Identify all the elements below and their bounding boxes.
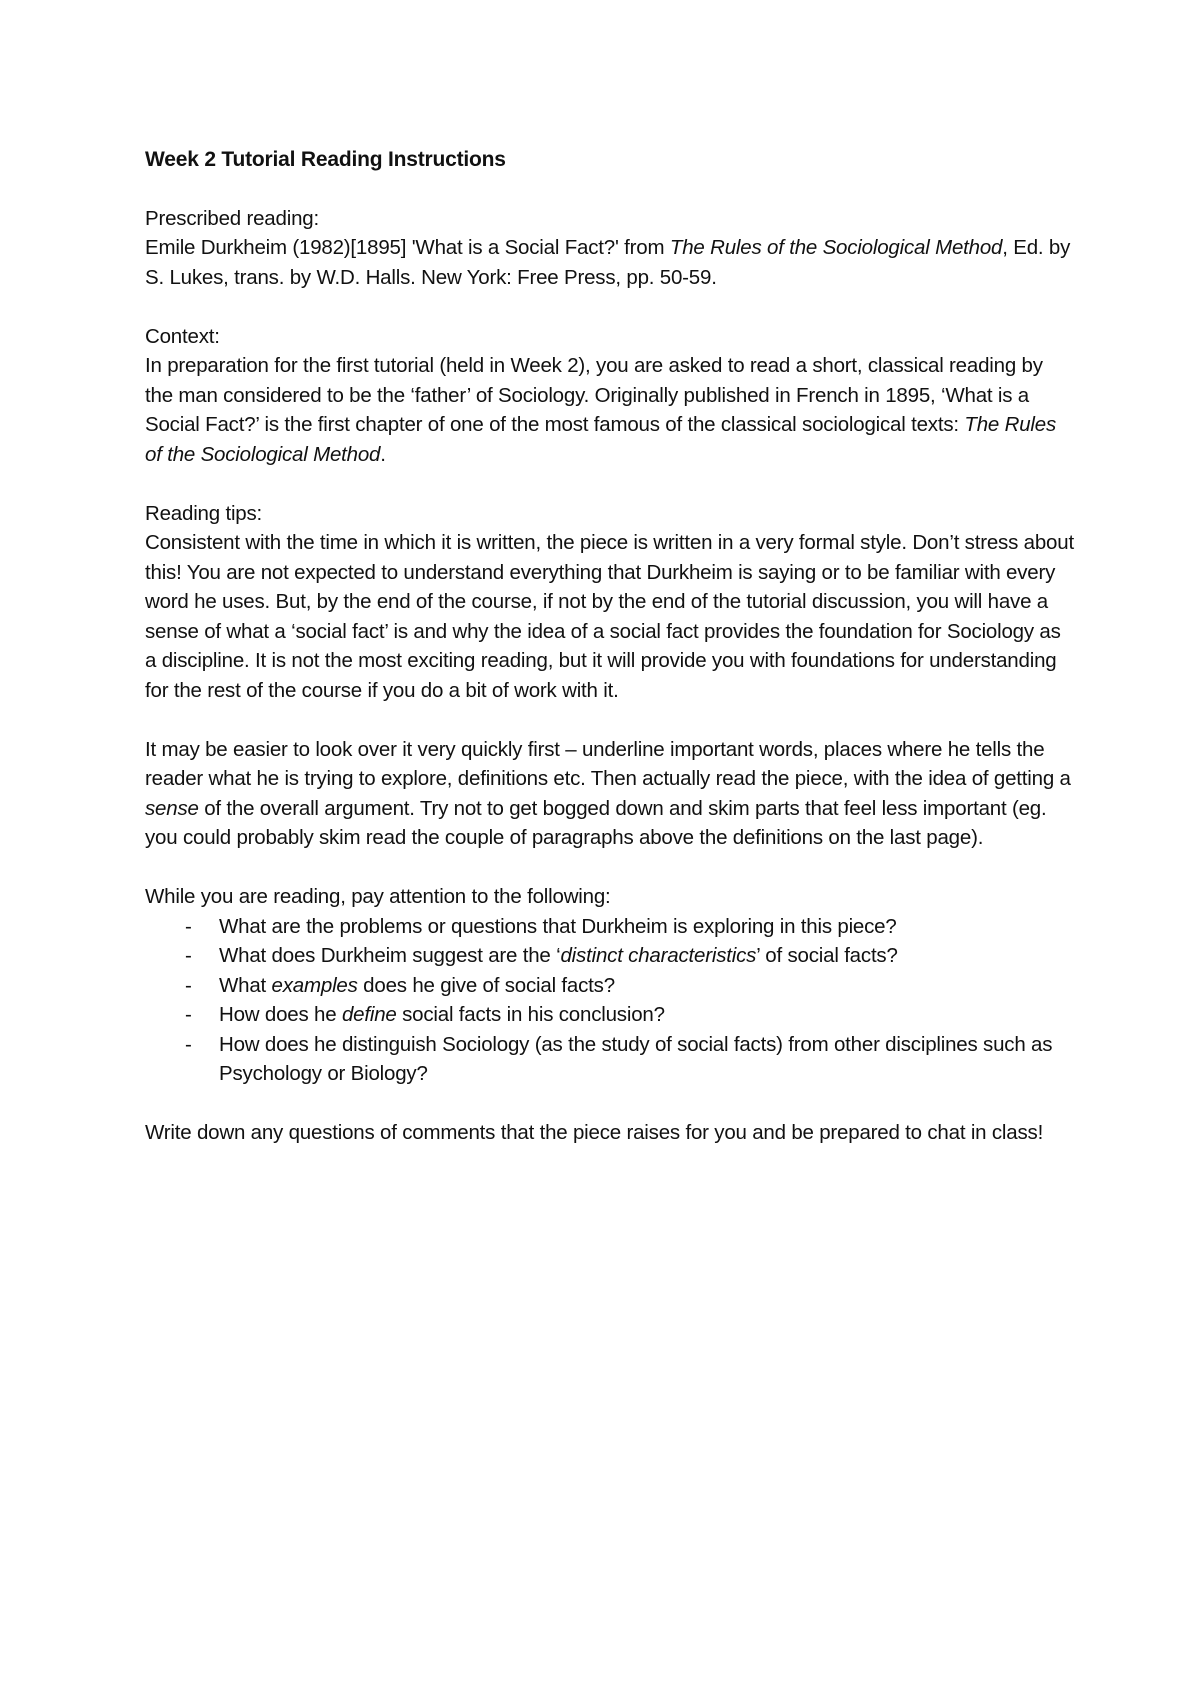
reading-tips-section: [145, 499, 1075, 706]
question-emphasis: define: [341, 1003, 397, 1026]
closing-paragraph: Write down any questions of comments that the piece raises for you and be prepared to chat in class!: [145, 1121, 1044, 1144]
tips-text: It may be easier to look over it very quickly first – underline important words, places where he tells the reader what he is trying to explore, definitions etc. Then actually read the piece, with the idea of getting a: [145, 737, 1071, 790]
question-text: What: [219, 973, 272, 997]
list-item: [145, 1000, 1075, 1030]
context-paragraph: [145, 351, 1075, 469]
prescribed-reading-section: [145, 204, 1075, 293]
question-emphasis: distinct characteristics: [560, 944, 757, 967]
list-item: [145, 1030, 1075, 1089]
reading-tips-label: Reading tips:: [145, 501, 263, 525]
context-text-end: .: [380, 442, 386, 466]
tips-text-end: of the overall argument. Try not to get bogged down and skim parts that feel less important (eg. you could probably skim read the couple of paragraphs above the definitions on the last page).: [145, 796, 1047, 849]
citation-text: Emile Durkheim (1982)[1895] 'What is a Social Fact?' from: [145, 236, 670, 259]
context-section: [145, 322, 1075, 470]
dash-bullet: -: [185, 944, 192, 967]
question-emphasis: examples: [271, 973, 358, 997]
dash-bullet: -: [185, 914, 192, 938]
attention-intro: While you are reading, pay attention to the following:: [145, 885, 611, 908]
question-text-end: social facts in his conclusion?: [396, 1003, 665, 1026]
context-text: In preparation for the first tutorial (held in Week 2), you are asked to read a short, classical reading by the man considered to be the ‘father’ of Sociology. Originally published in French in 1895, ‘What is a Social Fact?’ is the first chapter of one of the most famous of the classical sociological texts:: [145, 354, 1043, 436]
prescribed-reading-label: Prescribed reading:: [145, 206, 319, 230]
list-item: [145, 912, 1075, 942]
citation-book-title: The Rules of the Sociological Method: [669, 236, 1003, 259]
citation: [145, 233, 1075, 292]
context-label: Context:: [145, 324, 220, 348]
context-book-title: The Rules of the Sociological Method: [145, 413, 1057, 466]
question-text: How does he: [219, 1003, 342, 1026]
question-text: What does Durkheim suggest are the ‘: [219, 944, 561, 967]
reading-tips-paragraph-2: [145, 735, 1075, 853]
question-list: [145, 912, 1075, 1089]
reading-tips-paragraph-1: Consistent with the time in which it is written, the piece is written in a very formal style. Don’t stress about this! You are not expected to understand everything that Durkheim is saying or to be familiar with every word he uses. But, by the end of the course, if not by the end of the tutorial discussion, you will have a sense of what a ‘social fact’ is and why the idea of a social fact provides the foundation for Sociology as a discipline. It is not the most exciting reading, but it will provide you with foundations for understanding for the rest of the course if you do a bit of work with it.: [145, 531, 1074, 702]
list-item: [145, 941, 1075, 971]
question-text-end: ’ of social facts?: [756, 944, 898, 967]
question-text: How does he distinguish Sociology (as the study of social facts) from other disciplines such as Psychology or Biology?: [219, 1032, 1053, 1085]
list-item: [145, 971, 1075, 1001]
citation-details: , Ed. by S. Lukes, trans. by W.D. Halls. New York: Free Press, pp. 50-59.: [145, 236, 1071, 289]
dash-bullet: -: [185, 1032, 192, 1056]
document-title: Week 2 Tutorial Reading Instructions: [145, 148, 506, 171]
tips-emphasis: sense: [145, 796, 199, 820]
dash-bullet: -: [185, 973, 192, 997]
dash-bullet: -: [185, 1003, 192, 1026]
question-text: What are the problems or questions that Durkheim is exploring in this piece?: [219, 914, 897, 938]
question-text-end: does he give of social facts?: [357, 973, 615, 997]
document-page: [145, 145, 1075, 1148]
